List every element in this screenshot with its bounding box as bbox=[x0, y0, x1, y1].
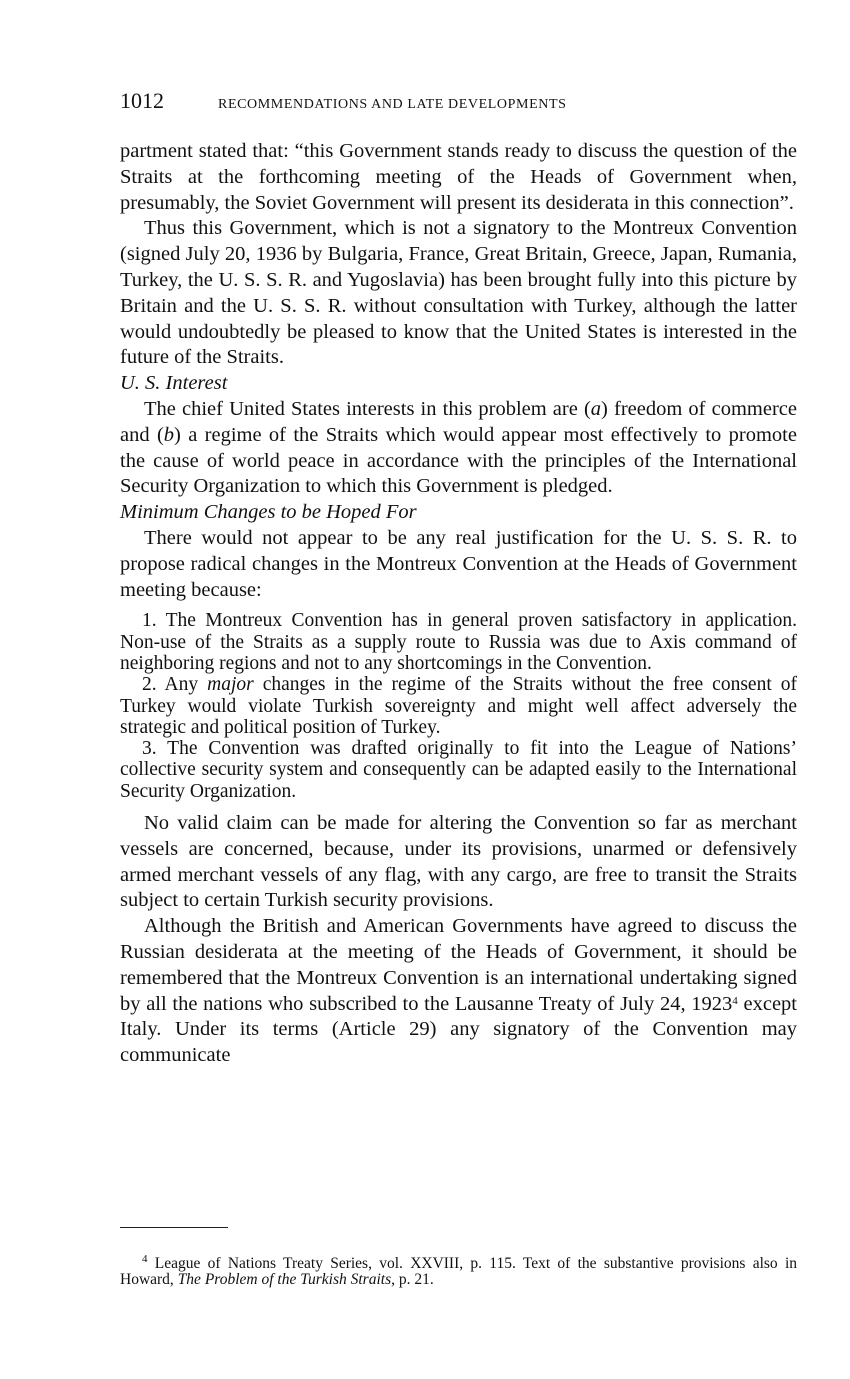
heading-minimum-changes: Minimum Changes to be Hoped For bbox=[120, 501, 417, 524]
footnote-text-start: League of Nations Treaty Series, vol. XXVIII, p. 115. Text of the substantive provisions also in Howard, bbox=[120, 1254, 797, 1288]
paragraph-3 bbox=[120, 397, 797, 500]
footnote-marker: 4 bbox=[142, 1252, 148, 1265]
paragraph-2: Thus this Government, which is not a signatory to the Montreux Convention (signed July 20, 1936 by Bulgaria, France, Great Britain, Greece, Japan, Rumania, Turkey, the U. S. S. R. and Yugoslavia) has been brought fully into this picture by Britain and the U. S. S. R. without consultation with Turkey, although the latter would undoubtedly be pleased to know that the United States is interested in the future of the Straits. bbox=[120, 217, 797, 369]
paragraph-3-a: a bbox=[590, 397, 602, 420]
paragraph-4: There would not appear to be any real justification for the U. S. S. R. to propose radical changes in the Montreux Convention at the Heads of Government meeting because: bbox=[120, 526, 797, 601]
page-number: 1012 bbox=[120, 88, 164, 113]
paragraph-6-end: except Italy. Under its terms (Article 29) any signatory of the Convention may communicate bbox=[120, 992, 797, 1067]
running-title: RECOMMENDATIONS AND LATE DEVELOPMENTS bbox=[218, 97, 567, 112]
heading-us-interest: U. S. Interest bbox=[120, 372, 228, 395]
list-item-2-emphasis: major bbox=[207, 674, 254, 696]
footnote-book-title: The Problem of the Turkish Straits bbox=[177, 1270, 392, 1288]
paragraph-6 bbox=[120, 914, 797, 1069]
list-item-2-start: 2. Any bbox=[142, 674, 208, 696]
paragraph-5: No valid claim can be made for altering the Convention so far as merchant vessels are concerned, because, under its provisions, unarmed or defensively armed merchant vessels of any flag, with any cargo, are free to transit the Straits subject to certain Turkish security provisions. bbox=[120, 812, 797, 912]
paragraph-3-mid: ) freedom of commerce and ( bbox=[120, 397, 797, 446]
numbered-list bbox=[120, 610, 797, 802]
body-text bbox=[120, 139, 797, 1069]
paragraph-3-end: ) a regime of the Straits which would appear most effectively to promote the cause of world peace in accordance with the principles of the International Security Organization to which this Government is pledged. bbox=[120, 423, 797, 498]
footnote-reference[interactable]: 4 bbox=[732, 994, 738, 1007]
footnote-text-end: , p. 21. bbox=[391, 1270, 434, 1288]
footnote bbox=[120, 1252, 797, 1288]
list-item-2-end: changes in the regime of the Straits without the free consent of Turkey would violate Turkish sovereignty and might well affect adversely the strategic and political position of Turkey. bbox=[120, 674, 797, 738]
paragraph-3-start: The chief United States interests in this problem are ( bbox=[144, 397, 591, 420]
paragraph-6-start: Although the British and American Governments have agreed to discuss the Russian desiderata at the meeting of the Heads of Government, it should be remembered that the Montreux Convention is an international undertaking signed by all the nations who subscribed to the Lausanne Treaty of July 24, 1923 bbox=[120, 915, 797, 1015]
list-item-2 bbox=[120, 674, 797, 738]
list-item-3: 3. The Convention was drafted originally to fit into the League of Nations’ collective security system and consequently can be adapted easily to the International Security Organization. bbox=[120, 738, 797, 802]
paragraph-3-b: b bbox=[163, 423, 175, 446]
running-header bbox=[120, 88, 800, 114]
footnote-divider bbox=[120, 1227, 228, 1228]
paragraph-1: partment stated that: “this Government stands ready to discuss the question of the Straits at the forthcoming meeting of the Heads of Government when, presumably, the Soviet Government will present its desiderata in this connection”. bbox=[120, 140, 797, 214]
list-item-1: 1. The Montreux Convention has in general proven satisfactory in application. Non-use of the Straits as a supply route to Russia was due to Axis command of neighboring regions and not to any shortcomings in the Convention. bbox=[120, 610, 797, 674]
